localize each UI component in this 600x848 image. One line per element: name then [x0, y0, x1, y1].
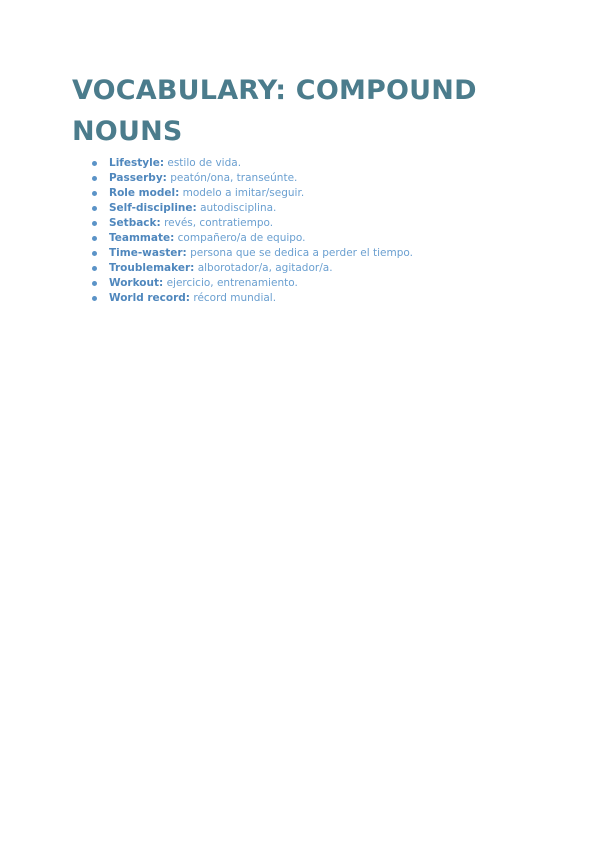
vocab-term: Time-waster:	[109, 247, 187, 259]
bullet-icon	[92, 206, 97, 211]
list-item	[72, 186, 413, 201]
list-item	[72, 231, 413, 246]
bullet-icon	[92, 176, 97, 181]
list-item	[72, 171, 413, 186]
vocab-definition: alborotador/a, agitador/a.	[197, 262, 333, 274]
vocab-definition: récord mundial.	[193, 292, 277, 304]
vocab-term: Workout:	[109, 277, 164, 289]
vocab-term: Teammate:	[109, 232, 175, 244]
list-item	[72, 246, 413, 261]
list-item	[72, 291, 413, 306]
vocabulary-list	[72, 156, 413, 306]
list-item	[72, 156, 413, 171]
vocab-definition: compañero/a de equipo.	[177, 232, 306, 244]
list-item	[72, 261, 413, 276]
vocab-term: Passerby:	[109, 172, 167, 184]
bullet-icon	[92, 266, 97, 271]
vocab-term: Setback:	[109, 217, 161, 229]
vocab-definition: persona que se dedica a perder el tiempo.	[190, 247, 413, 259]
vocab-term: Troublemaker:	[109, 262, 195, 274]
list-item	[72, 276, 413, 291]
bullet-icon	[92, 221, 97, 226]
bullet-icon	[92, 236, 97, 241]
vocab-definition: modelo a imitar/seguir.	[182, 187, 305, 199]
vocab-definition: ejercicio, entrenamiento.	[166, 277, 298, 289]
vocab-definition: peatón/ona, transeúnte.	[170, 172, 298, 184]
vocab-definition: autodisciplina.	[200, 202, 277, 214]
vocab-definition: estilo de vida.	[167, 157, 242, 169]
vocab-term: World record:	[109, 292, 191, 304]
list-item	[72, 216, 413, 231]
bullet-icon	[92, 296, 97, 301]
list-item	[72, 201, 413, 216]
vocab-term: Lifestyle:	[109, 157, 165, 169]
bullet-icon	[92, 281, 97, 286]
bullet-icon	[92, 161, 97, 166]
vocab-term: Role model:	[109, 187, 180, 199]
bullet-icon	[92, 251, 97, 256]
bullet-icon	[92, 191, 97, 196]
page-title: VOCABULARY: COMPOUND NOUNS	[72, 75, 477, 147]
vocab-term: Self-discipline:	[109, 202, 197, 214]
vocab-definition: revés, contratiempo.	[164, 217, 274, 229]
